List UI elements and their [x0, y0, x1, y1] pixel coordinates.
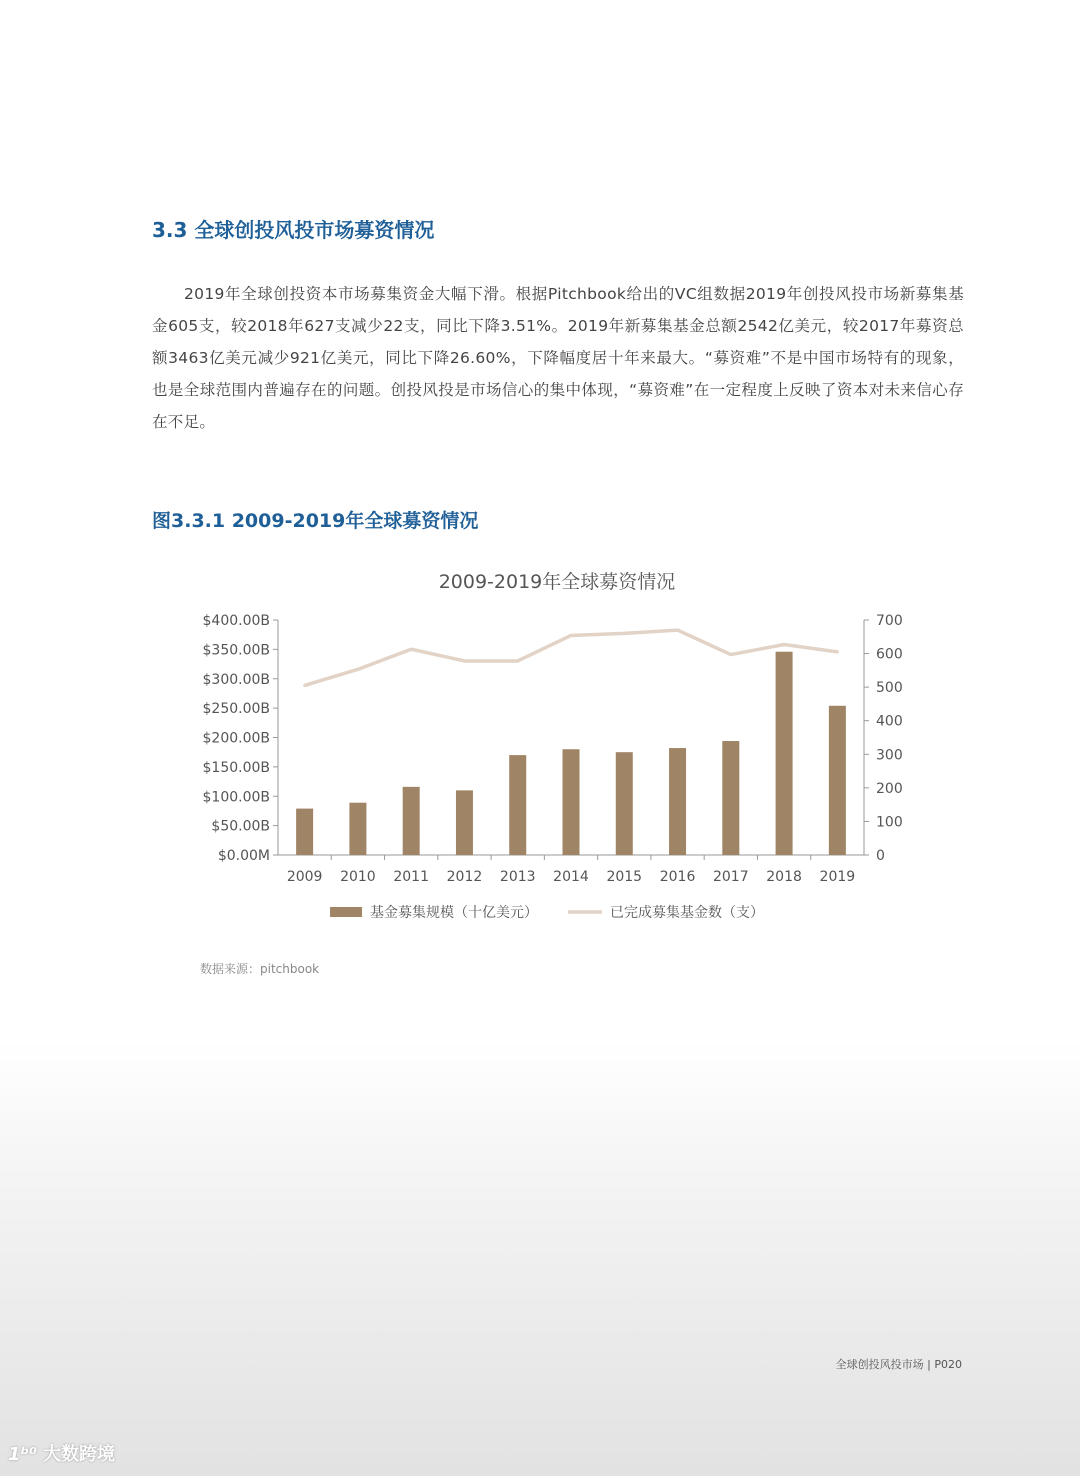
bar: [829, 706, 846, 855]
x-tick-label: 2012: [446, 869, 483, 885]
left-tick-label: $100.00B: [202, 789, 270, 806]
x-tick-label: 2013: [499, 869, 536, 885]
x-tick-label: 2019: [819, 869, 856, 885]
page-footer: 全球创投风投市场 | P020: [835, 1358, 962, 1371]
bar: [776, 652, 793, 855]
legend-bar-label: 基金募集规模（十亿美元）: [370, 905, 538, 921]
line-point: [463, 659, 466, 662]
left-tick-label: $300.00B: [202, 671, 270, 688]
left-tick-label: $50.00B: [211, 818, 270, 835]
background-cityscape: [0, 1040, 1080, 1476]
bar: [563, 749, 580, 855]
legend-bar-swatch: [330, 907, 362, 917]
line-series: [303, 629, 839, 687]
left-tick-label: $200.00B: [202, 730, 270, 747]
right-tick-label: 100: [876, 814, 903, 831]
line-point: [623, 632, 626, 635]
x-tick-label: 2017: [712, 869, 749, 885]
x-tick-label: 2011: [393, 869, 430, 885]
figure-title: 图3.3.1 2009-2019年全球募资情况: [152, 510, 479, 532]
line-point: [729, 653, 732, 656]
bar: [722, 741, 739, 855]
right-tick-label: 200: [876, 780, 903, 797]
line-point: [410, 648, 413, 651]
left-tick-label: $400.00B: [202, 613, 270, 629]
bar: [509, 755, 526, 855]
line-point: [783, 643, 786, 646]
right-tick-label: 500: [876, 680, 903, 697]
body-paragraph: 2019年全球创投资本市场募集资金大幅下滑。根据Pitchbook给出的VC组数据2019年创投风投市场新募集基金605支，较2018年627支减少22支，同比下降3.51%。2019年新募集基金总额2542亿美元，较2017年募资总额3463亿美元减少921亿美元，同比下降26.60%，下降幅度居十年来最大。“募资难”不是中国市场特有的现象，也是全球范围内普遍存在的问题。创投风投是市场信心的集中体现，“募资难”在一定程度上反映了资本对未来信心存在不足。: [152, 285, 964, 431]
x-tick-label: 2009: [286, 869, 323, 885]
x-tick-label: 2014: [553, 869, 589, 885]
bar: [403, 787, 420, 855]
left-tick-label: $0.00M: [217, 848, 270, 864]
chart-title: 2009-2019年全球募资情况: [438, 571, 676, 593]
line-path: [305, 630, 838, 685]
watermark-text: 大数跨境: [43, 1444, 116, 1465]
bar-series: [296, 652, 846, 855]
line-point: [356, 668, 359, 671]
right-tick-label: 0: [876, 848, 885, 864]
watermark-mark: 1ᵇ⁰: [8, 1444, 38, 1465]
right-tick-label: 700: [876, 613, 903, 629]
left-tick-label: $150.00B: [202, 759, 270, 776]
bar: [456, 790, 473, 855]
bar: [669, 748, 686, 855]
line-point: [676, 629, 679, 632]
left-tick-label: $250.00B: [202, 701, 270, 718]
x-tick-label: 2016: [659, 869, 696, 885]
section-title: 3.3 全球创投风投市场募资情况: [152, 218, 435, 242]
left-tick-label: $350.00B: [202, 642, 270, 659]
bar: [616, 752, 633, 855]
line-point: [570, 634, 573, 637]
bar: [349, 803, 366, 855]
line-point: [836, 650, 839, 653]
watermark: [8, 1440, 115, 1466]
data-source: 数据来源：pitchbook: [200, 962, 320, 976]
line-point: [303, 684, 306, 687]
legend-line-label: 已完成募集基金数（支）: [610, 905, 764, 921]
right-tick-label: 600: [876, 646, 903, 663]
bar: [296, 809, 313, 855]
right-tick-label: 300: [876, 747, 903, 764]
fundraising-chart: [190, 560, 950, 940]
right-tick-label: 400: [876, 713, 903, 730]
x-tick-label: 2010: [340, 869, 376, 885]
line-point: [516, 659, 519, 662]
x-tick-label: 2018: [766, 869, 802, 885]
x-tick-label: 2015: [606, 869, 643, 885]
chart-legend: [330, 904, 764, 921]
